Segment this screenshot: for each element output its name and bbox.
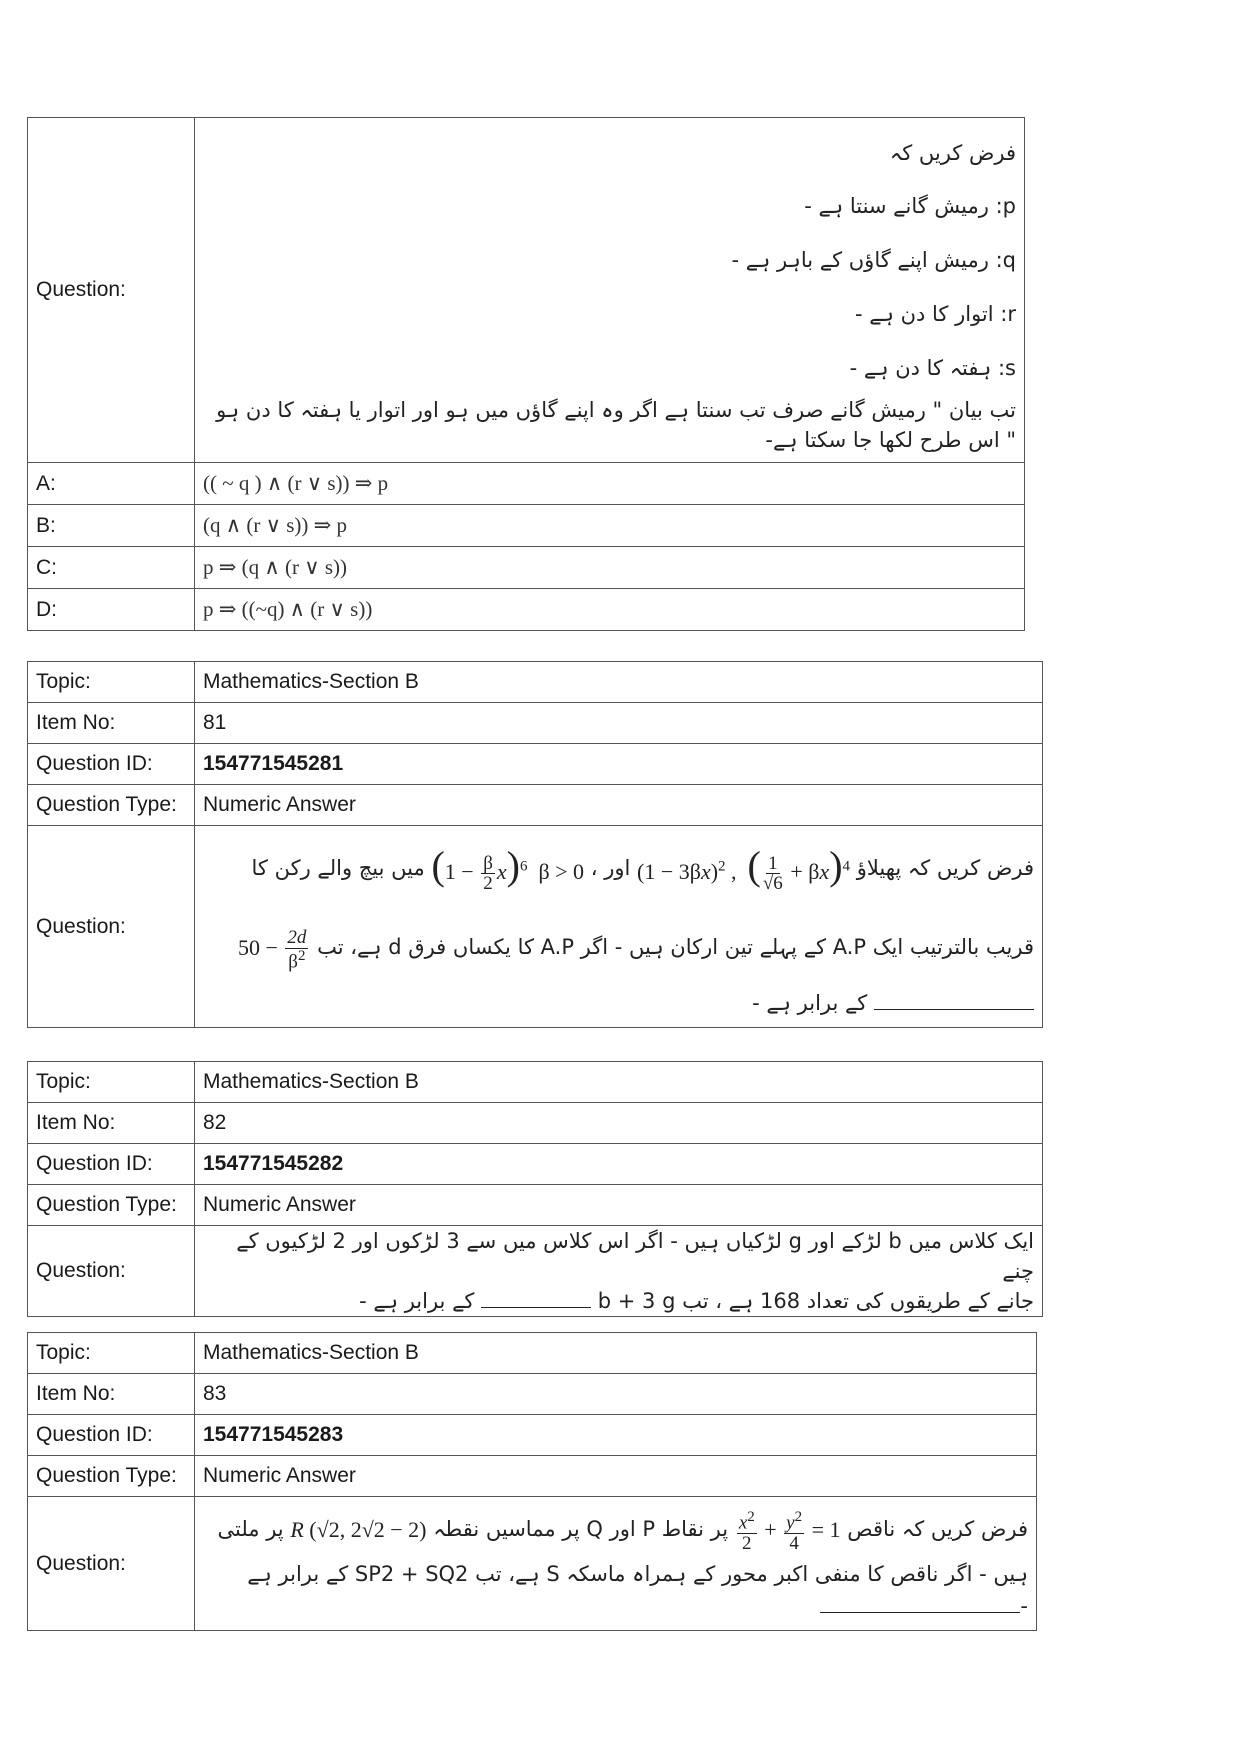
item-no-value: 83 bbox=[195, 1374, 1037, 1415]
option-b-label: B: bbox=[28, 505, 195, 547]
q81-line-3 bbox=[203, 983, 1034, 1023]
item-no-label: Item No: bbox=[28, 703, 195, 744]
q83-line-1a: فرض کریں کہ ناقص bbox=[847, 1517, 1028, 1541]
question-id-label: Question ID: bbox=[28, 1415, 195, 1456]
q81-expression-3: 50 − $\frac{2d}{\beta^2}$ bbox=[237, 926, 307, 973]
option-b-text: (q ∧ (r ∨ s)) ⇒ p bbox=[195, 505, 1025, 547]
option-d-text: p ⇒ ((~q) ∧ (r ∨ s)) bbox=[195, 589, 1025, 631]
answer-blank bbox=[481, 1289, 591, 1308]
q81-expression-2: (1 − $\frac{\beta}{2}$ x)$^6$ β > 0 bbox=[431, 843, 585, 895]
question-81-text bbox=[195, 826, 1043, 1028]
q80-intro: فرض کریں کہ bbox=[889, 141, 1016, 165]
q83-line-3 bbox=[203, 1590, 1028, 1622]
q81-line-3-text: کے برابر ہے - bbox=[752, 991, 868, 1015]
topic-label: Topic: bbox=[28, 662, 195, 703]
question-label: Question: bbox=[28, 826, 195, 1028]
question-82-table bbox=[27, 1061, 1043, 1317]
question-80-table bbox=[27, 117, 1025, 631]
question-83-text bbox=[195, 1497, 1037, 1631]
q81-line-1c: میں بیچ والے رکن کا bbox=[251, 856, 425, 880]
q81-line-1b: اور ، bbox=[590, 856, 631, 880]
topic-value: Mathematics-Section B bbox=[195, 1333, 1037, 1374]
q83-point-r: R (√2, 2√2 − 2) bbox=[290, 1517, 427, 1542]
question-label: Question: bbox=[28, 1226, 195, 1317]
q80-s-statement: s: ہفتہ کا دن ہے - bbox=[849, 356, 1016, 380]
q81-expression-1: $(1 - 3\beta x)^2$ , ( $\frac{1}{√6}$ + βx)$^4$ bbox=[637, 843, 851, 895]
q82-line-2b: کے برابر ہے - bbox=[359, 1289, 475, 1313]
question-id-value: 154771545282 bbox=[195, 1144, 1043, 1185]
q80-p-statement: p: رمیش گانے سنتا ہے - bbox=[804, 194, 1016, 218]
q83-line-3-text: - bbox=[1020, 1594, 1028, 1618]
q81-line-1 bbox=[203, 826, 1034, 912]
item-no-label: Item No: bbox=[28, 1103, 195, 1144]
item-no-value: 82 bbox=[195, 1103, 1043, 1144]
option-c-label: C: bbox=[28, 547, 195, 589]
question-label: Question: bbox=[28, 1497, 195, 1631]
answer-blank bbox=[820, 1594, 1020, 1613]
q82-line-2 bbox=[203, 1286, 1034, 1316]
topic-label: Topic: bbox=[28, 1333, 195, 1374]
topic-value: Mathematics-Section B bbox=[195, 1062, 1043, 1103]
q83-line-2: ہیں - اگر ناقص کا منفی اکبر محور کے ہمراہ ماسکہ S ہے، تب SP2 + SQ2 کے برابر ہے bbox=[247, 1562, 1028, 1586]
question-type-value: Numeric Answer bbox=[195, 1456, 1037, 1497]
question-label: Question: bbox=[28, 118, 195, 463]
q83-ellipse-equation: $\frac{x^2}{2}$ + $\frac{y^2}{4}$ = 1 bbox=[738, 1508, 841, 1555]
item-no-value: 81 bbox=[195, 703, 1043, 744]
q83-line-1 bbox=[203, 1501, 1028, 1558]
q80-body: تب بیان " رمیش گانے صرف تب سنتا ہے اگر وہ اپنے گاؤں میں ہو اور اتوار یا ہفتہ کا دن ہو " اس طرح لکھا جا سکتا ہے- bbox=[216, 398, 1016, 452]
q81-line-1a: فرض کریں کہ پھیلاؤ bbox=[856, 856, 1034, 880]
question-83-table bbox=[27, 1332, 1037, 1631]
q82-line-2a: جانے کے طریقوں کی تعداد 168 ہے ، تب b + 3 g bbox=[597, 1289, 1034, 1313]
q80-r-statement: r: اتوار کا دن ہے - bbox=[855, 302, 1016, 326]
question-80-text bbox=[195, 118, 1025, 463]
q82-line-1: ایک کلاس میں b لڑکے اور g لڑکیاں ہیں - اگر اس کلاس میں سے 3 لڑکوں اور 2 لڑکیوں کے چنے bbox=[236, 1229, 1034, 1283]
q80-q-statement: q: رمیش اپنے گاؤں کے باہر ہے - bbox=[731, 248, 1016, 272]
question-type-value: Numeric Answer bbox=[195, 785, 1043, 826]
question-81-table bbox=[27, 661, 1043, 1028]
topic-value: Mathematics-Section B bbox=[195, 662, 1043, 703]
option-d-label: D: bbox=[28, 589, 195, 631]
option-a-text: (( ~ q ) ∧ (r ∨ s)) ⇒ p bbox=[195, 463, 1025, 505]
q81-line-2 bbox=[203, 912, 1034, 983]
question-id-value: 154771545281 bbox=[195, 744, 1043, 785]
question-id-label: Question ID: bbox=[28, 1144, 195, 1185]
q81-line-2a: قریب بالترتیب ایک A.P کے پہلے تین ارکان ہیں - اگر A.P کا یکساں فرق d ہے، تب bbox=[317, 935, 1034, 959]
question-82-text bbox=[195, 1226, 1043, 1317]
question-type-label: Question Type: bbox=[28, 1456, 195, 1497]
question-type-label: Question Type: bbox=[28, 785, 195, 826]
option-c-text: p ⇒ (q ∧ (r ∨ s)) bbox=[195, 547, 1025, 589]
topic-label: Topic: bbox=[28, 1062, 195, 1103]
q83-line-1b: پر نقاط P اور Q پر مماسیں نقطہ bbox=[433, 1517, 729, 1541]
q83-line-1c: پر ملتی bbox=[217, 1517, 284, 1541]
question-id-label: Question ID: bbox=[28, 744, 195, 785]
question-type-value: Numeric Answer bbox=[195, 1185, 1043, 1226]
question-type-label: Question Type: bbox=[28, 1185, 195, 1226]
item-no-label: Item No: bbox=[28, 1374, 195, 1415]
option-a-label: A: bbox=[28, 463, 195, 505]
question-id-value: 154771545283 bbox=[195, 1415, 1037, 1456]
answer-blank bbox=[874, 991, 1034, 1010]
